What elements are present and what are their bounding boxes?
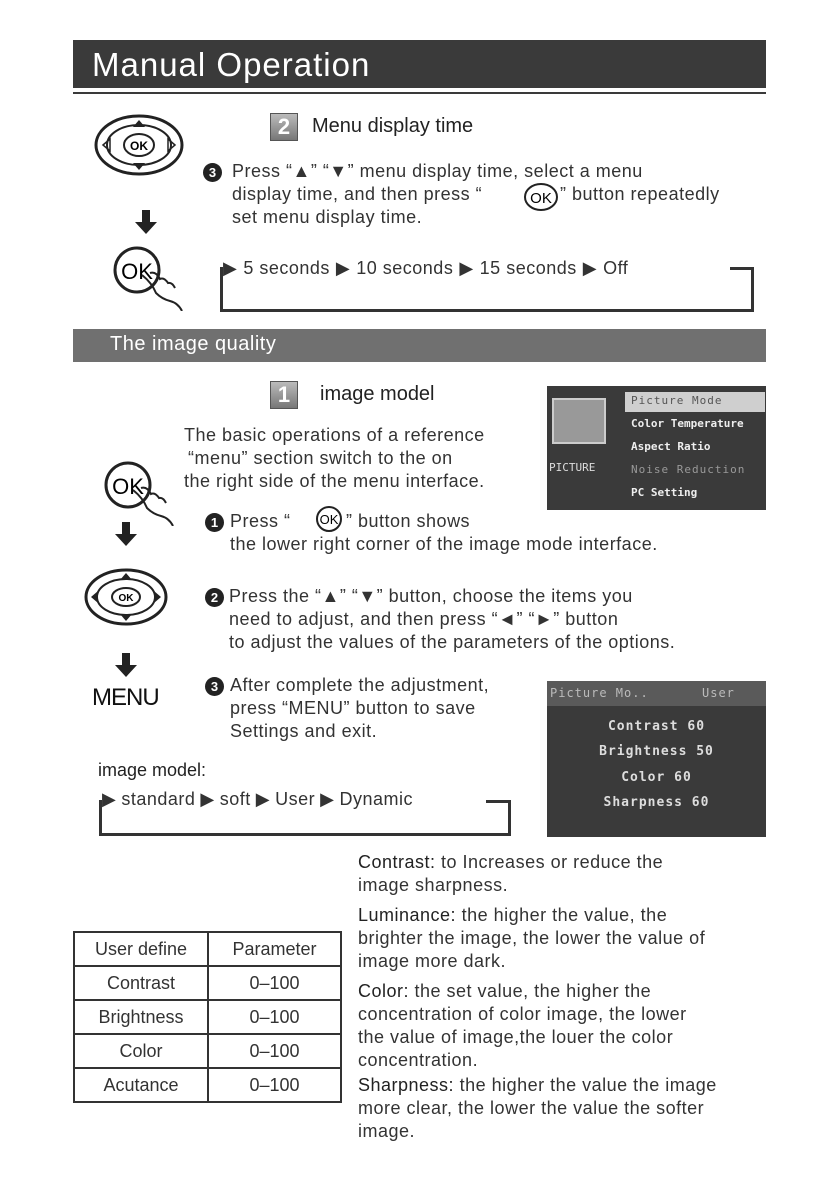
ok-button-icon (313, 505, 345, 533)
arrow-right-icon: ▶ (459, 258, 474, 278)
arrow-right-icon: ▶ (320, 789, 335, 809)
mode-item: soft (219, 789, 251, 809)
step1-line-2: the lower right corner of the image mode interface. (230, 534, 658, 554)
arrow-right-icon: ▶ (335, 258, 351, 278)
osd-picture-screenshot (547, 681, 766, 837)
table-cell: Color (74, 1034, 208, 1068)
definition-line: image sharpness. (358, 875, 509, 895)
table-header-cell: User define (74, 932, 208, 966)
ok-inline-label: OK (530, 190, 552, 207)
table-cell: 0–100 (208, 1034, 341, 1068)
definition-contrast (358, 851, 778, 897)
arrow-down-icon (115, 522, 137, 546)
intro-line-2: “menu” section switch to the on (188, 448, 453, 468)
step2-line-2: need to adjust, and then press “◄” “►” button (229, 609, 619, 629)
step2-line-3: to adjust the values of the parameters of the options. (229, 632, 676, 652)
parameter-table (73, 931, 342, 1103)
ok-button-icon (523, 182, 559, 212)
definition-line: image. (358, 1121, 416, 1141)
section-title: The image quality (110, 333, 277, 355)
table-cell: Contrast (74, 966, 208, 1000)
step-bullet: 3 (203, 163, 222, 182)
intro-line-1: The basic operations of a reference (184, 425, 485, 445)
dpad-ok-label: OK (118, 593, 134, 604)
remote-dpad-icon (93, 113, 185, 177)
osd-side-label: PICTURE (549, 461, 596, 474)
step-number-badge: 1 (270, 381, 298, 409)
step-line-3: set menu display time. (232, 207, 423, 227)
step-bullet: 2 (205, 588, 224, 607)
definition-sharpness (358, 1074, 778, 1143)
step-number-badge: 2 (270, 113, 298, 141)
arrow-right-icon: ▶ (255, 789, 271, 809)
table-cell: 0–100 (208, 1068, 341, 1102)
table-cell: 0–100 (208, 1000, 341, 1034)
page-title: Manual Operation (92, 46, 371, 83)
table-cell: 0–100 (208, 966, 341, 1000)
definition-line: the value of image,the louer the color (358, 1027, 674, 1047)
osd-menu-screenshot (547, 386, 766, 510)
table-header-cell: Parameter (208, 932, 341, 966)
modes-loop-top-right (486, 800, 508, 803)
definition-term: Color: (358, 981, 410, 1001)
definition-line: concentration of color image, the lower (358, 1004, 687, 1024)
step3-line-1: After complete the adjustment, (230, 675, 490, 695)
mode-item: Dynamic (339, 789, 413, 809)
menu-display-title: Menu display time (312, 115, 474, 137)
osd-row: Sharpness 60 (603, 795, 710, 810)
step3-line-2: press “MENU” button to save (230, 698, 476, 718)
osd-row: Contrast 60 (607, 719, 706, 734)
step-line-2b: ” button repeatedly (560, 184, 720, 204)
step-line-2a: display time, and then press “ (232, 184, 483, 204)
table-header-row (74, 932, 341, 966)
ok-press-hand-icon (112, 245, 192, 311)
osd-row: Color 60 (621, 770, 692, 785)
definition-term: Sharpness: (358, 1075, 455, 1095)
intro-line-3: the right side of the menu interface. (184, 471, 485, 491)
table-cell: Acutance (74, 1068, 208, 1102)
definition-line: concentration. (358, 1050, 479, 1070)
arrow-right-icon: ▶ (582, 258, 598, 278)
definition-color (358, 980, 778, 1072)
arrow-right-icon: ▶ (102, 789, 117, 809)
mode-item: User (275, 789, 316, 809)
step3-line-3: Settings and exit. (230, 721, 378, 741)
picture-thumbnail-icon (552, 398, 606, 444)
mode-item: standard (121, 789, 196, 809)
step-bullet: 1 (205, 513, 224, 532)
menu-time-cycle (223, 257, 632, 280)
table-row (74, 1068, 341, 1102)
osd-header-left: Picture Mo.. (550, 686, 649, 700)
definition-line: image more dark. (358, 951, 507, 971)
definition-term: Contrast: (358, 852, 436, 872)
ok-hand-label: OK (112, 474, 144, 499)
header-rule (73, 92, 766, 94)
step-bullet: 3 (205, 677, 224, 696)
cycle-item: 5 seconds (243, 258, 330, 278)
definition-line: brighter the image, the lower the value of (358, 928, 706, 948)
definition-line: the higher the value, the (456, 905, 668, 925)
cycle-item: 10 seconds (356, 258, 454, 278)
definition-term: Luminance: (358, 905, 457, 925)
definition-luminance (358, 904, 778, 973)
step1-line-1a: Press “ (230, 511, 291, 531)
dpad-ok-label: OK (130, 139, 148, 153)
cycle-loop-top-right (730, 267, 751, 270)
osd-menu-item: PC Setting (631, 486, 698, 499)
osd-menu-item: Aspect Ratio (631, 440, 711, 453)
arrow-right-icon: ▶ (223, 258, 238, 278)
osd-menu-item: Color Temperature (631, 417, 744, 430)
image-mode-cycle (102, 788, 417, 811)
osd-menu-item: Noise Reduction (631, 463, 746, 476)
arrow-down-icon (135, 210, 157, 234)
cycle-item: Off (603, 258, 629, 278)
modes-label: image model: (98, 760, 207, 780)
table-row (74, 966, 341, 1000)
definition-line: the set value, the higher the (409, 981, 652, 1001)
definition-line: the higher the value the image (454, 1075, 717, 1095)
arrow-down-icon (115, 653, 137, 677)
remote-dpad-icon (83, 567, 169, 627)
arrow-right-icon: ▶ (200, 789, 215, 809)
cycle-item: 15 seconds (479, 258, 577, 278)
osd-header-right: User (702, 686, 735, 700)
osd-row: Brightness 50 (599, 744, 714, 759)
ok-hand-label: OK (121, 259, 153, 284)
table-row (74, 1000, 341, 1034)
step-line-1: Press “▲” “▼” menu display time, select a menu (232, 161, 643, 181)
image-model-title: image model (320, 383, 435, 405)
ok-inline-label: OK (319, 512, 339, 527)
osd-menu-item: Picture Mode (631, 394, 723, 407)
step1-line-1b: ” button shows (346, 511, 471, 531)
step2-line-1: Press the “▲” “▼” button, choose the items you (229, 586, 633, 606)
table-row (74, 1034, 341, 1068)
definition-line: to Increases or reduce the (435, 852, 664, 872)
menu-key-label: MENU (92, 684, 159, 711)
definition-line: more clear, the lower the value the softer (358, 1098, 705, 1118)
ok-press-hand-icon (103, 460, 183, 526)
table-cell: Brightness (74, 1000, 208, 1034)
